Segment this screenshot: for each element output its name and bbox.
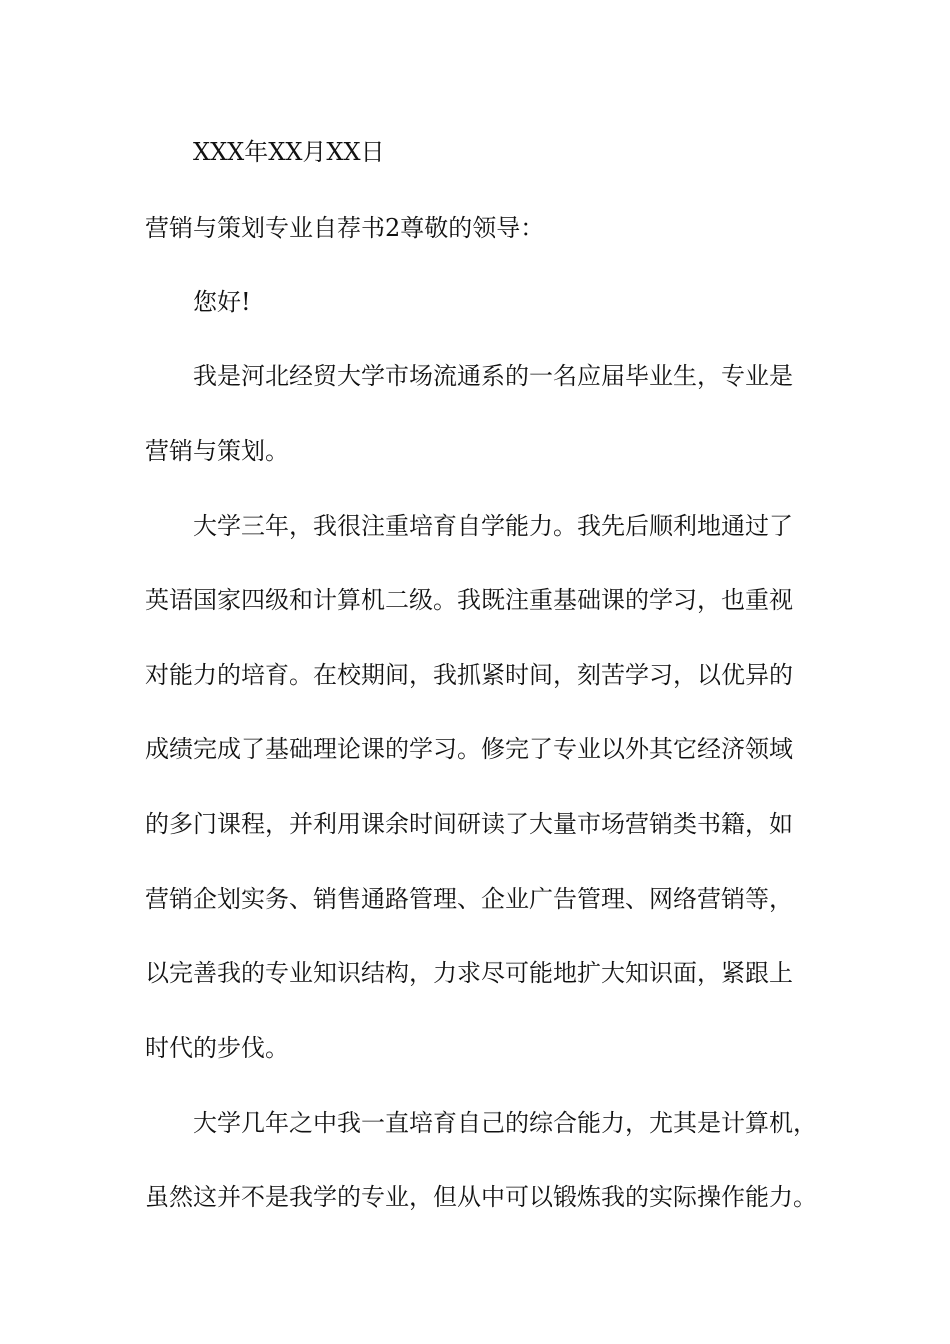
paragraph-2-line-7: 以完善我的专业知识结构，力求尽可能地扩大知识面，紧跟上: [145, 959, 793, 987]
paragraph-2-line-3: 对能力的培育。在校期间，我抓紧时间，刻苦学习，以优异的: [145, 661, 793, 689]
paragraph-3-line-2: 虽然这并不是我学的专业，但从中可以锻炼我的实际操作能力。: [145, 1183, 817, 1211]
paragraph-2-line-5: 的多门课程，并利用课余时间研读了大量市场营销类书籍，如: [145, 810, 793, 838]
greeting-line: 您好!: [193, 288, 251, 316]
paragraph-1-line-1: 我是河北经贸大学市场流通系的一名应届毕业生，专业是: [193, 362, 793, 390]
paragraph-2-line-4: 成绩完成了基础理论课的学习。修完了专业以外其它经济领域: [145, 735, 793, 763]
paragraph-2-line-8: 时代的步伐。: [145, 1034, 289, 1062]
title-salutation-line: 营销与策划专业自荐书2尊敬的领导：: [145, 214, 545, 242]
paragraph-1-line-2: 营销与策划。: [145, 437, 289, 465]
date-line: XXX年XX月XX日: [193, 138, 385, 166]
paragraph-3-line-1: 大学几年之中我一直培育自己的综合能力，尤其是计算机，: [193, 1109, 817, 1137]
paragraph-2-line-6: 营销企划实务、销售通路管理、企业广告管理、网络营销等，: [145, 885, 793, 913]
paragraph-2-line-2: 英语国家四级和计算机二级。我既注重基础课的学习，也重视: [145, 586, 793, 614]
paragraph-2-line-1: 大学三年，我很注重培育自学能力。我先后顺利地通过了: [193, 512, 793, 540]
